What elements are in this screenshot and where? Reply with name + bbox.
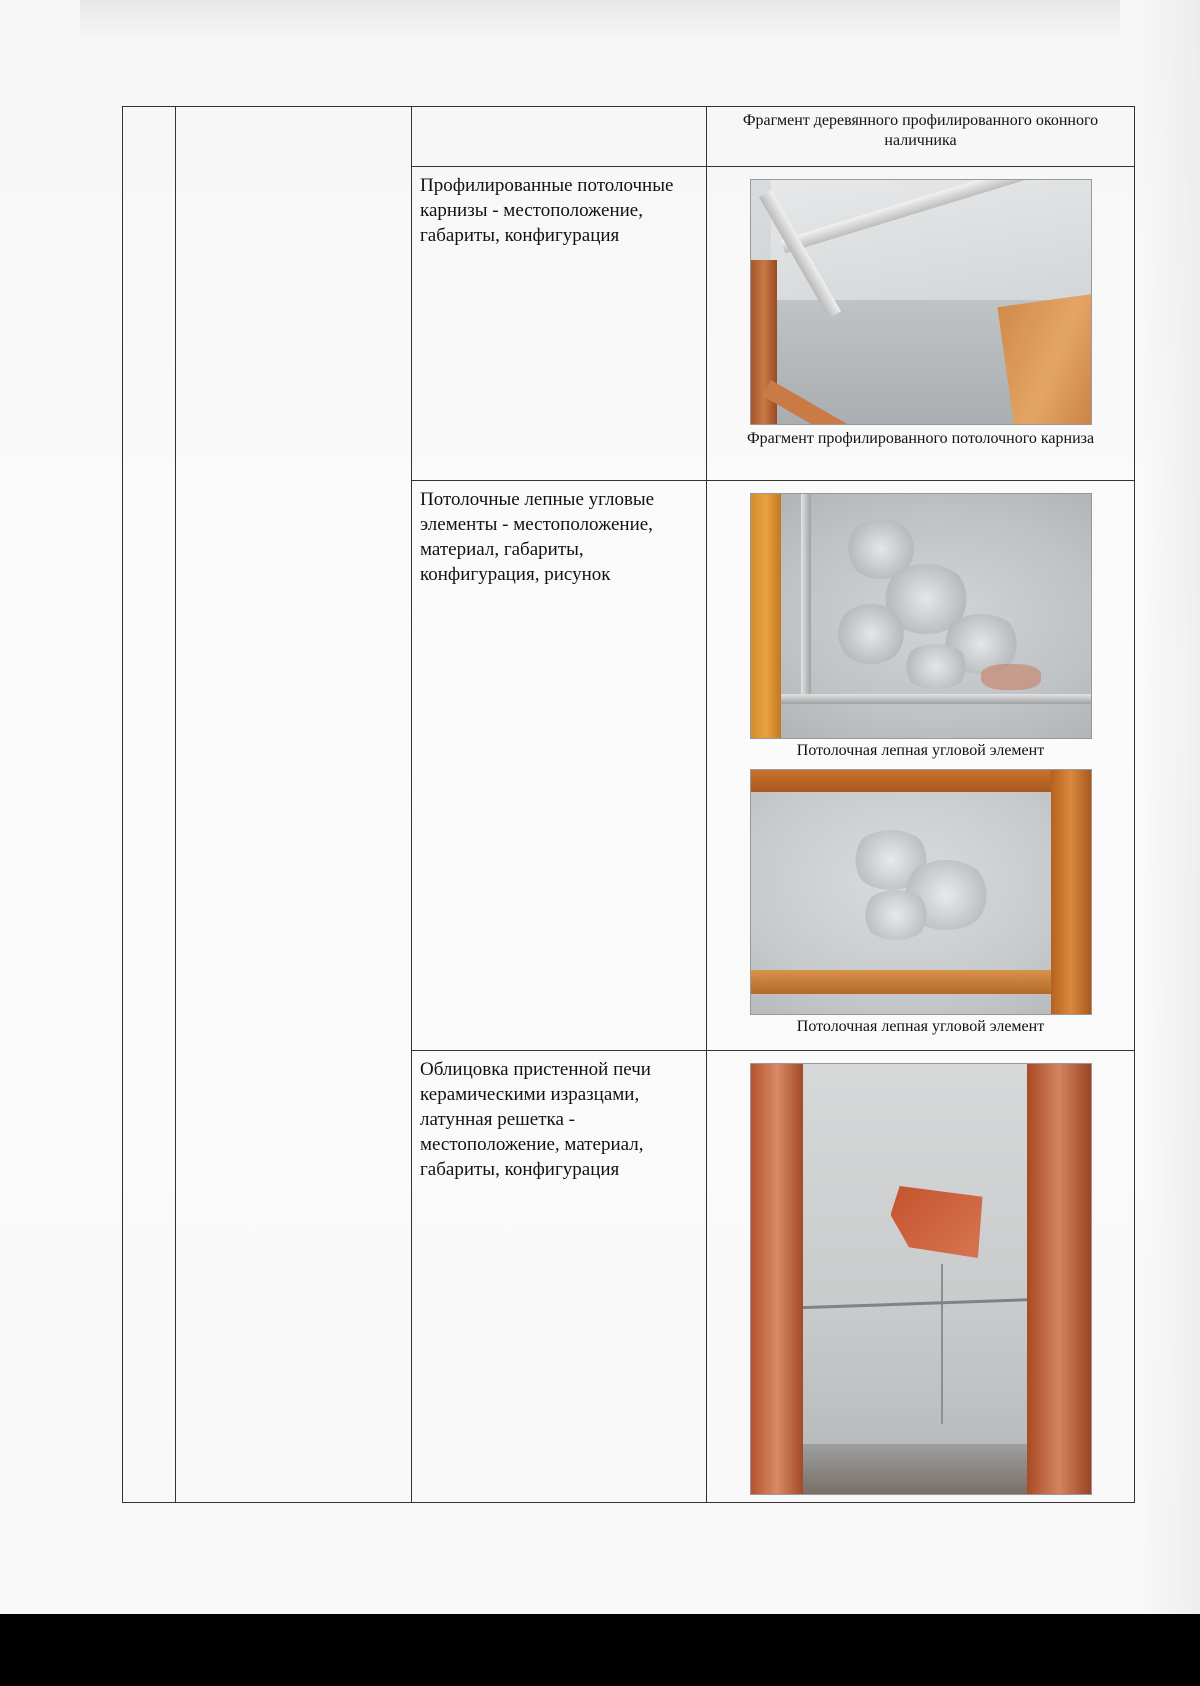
description-cell [412,481,707,1051]
element-description: Облицовка пристенной печи керамическими изразцами, латунная решетка - местоположение, материал, габариты, конфигурация [420,1059,651,1180]
corner-stucco-photo-1 [750,493,1092,739]
description-cell [412,107,707,167]
element-description: Потолочные лепные угловые элементы - местоположение, материал, габариты, конфигурация, рисунок [420,489,655,585]
photo-cell [707,167,1135,481]
element-description: Профилированные потолочные карнизы - местоположение, габариты, конфигурация [420,175,674,246]
photo-cell [707,1051,1135,1503]
photo-cell [707,481,1135,1051]
description-cell [412,167,707,481]
name-column-cell [176,107,412,1503]
element-description [412,107,706,113]
heritage-elements-table [122,106,1135,1503]
number-column-cell [123,107,176,1503]
photo-caption: Фрагмент деревянного профилированного оконного наличника [742,112,1099,149]
ceiling-cornice-photo [750,179,1092,425]
photo-cell [707,107,1135,167]
scan-edge [1140,0,1200,1686]
photo-caption: Потолочная лепная угловой элемент [796,742,1045,759]
photo-caption: Фрагмент профилированного потолочного карниза [746,430,1095,447]
corner-stucco-photo-2 [750,769,1092,1015]
scan-shadow [80,0,1120,40]
description-cell [412,1051,707,1503]
photo-caption: Потолочная лепная угловой элемент [796,1018,1045,1035]
scan-bottom-bar [0,1614,1200,1686]
table-row [123,107,1135,167]
stove-facing-photo [750,1063,1092,1495]
